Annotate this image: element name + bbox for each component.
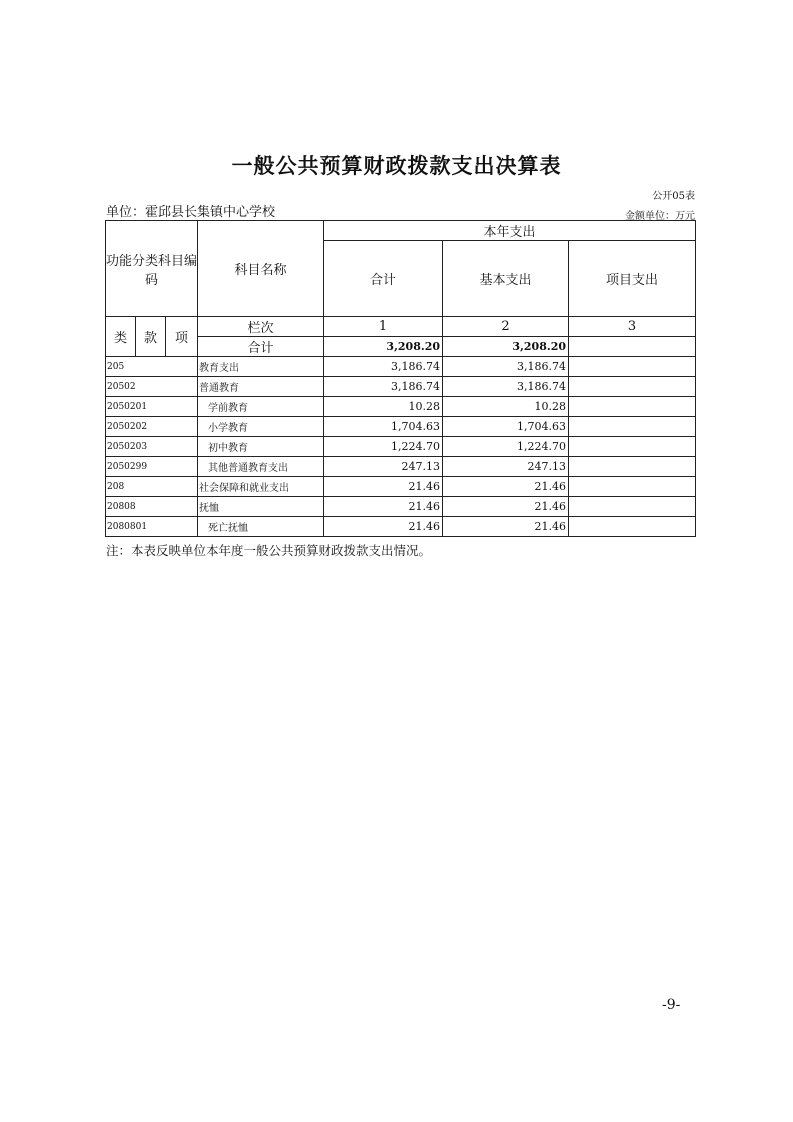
row-project — [569, 357, 696, 377]
row-code: 205 — [106, 357, 198, 377]
table-row — [106, 397, 696, 417]
unit-label: 单位：霍邱县长集镇中心学校 — [106, 205, 276, 220]
row-code: 2050299 — [106, 457, 198, 477]
table-row — [106, 517, 696, 537]
expenditure-table — [105, 220, 696, 537]
header-column-order: 栏次 — [198, 317, 324, 337]
header-basic: 基本支出 — [443, 241, 569, 317]
row-name: 社会保障和就业支出 — [198, 477, 324, 497]
row-project — [569, 477, 696, 497]
header-code: 功能分类科目编码 — [106, 221, 198, 317]
row-basic: 247.13 — [443, 457, 569, 477]
row-code: 2080801 — [106, 517, 198, 537]
table-row — [106, 417, 696, 437]
row-basic: 10.28 — [443, 397, 569, 417]
table-row — [106, 457, 696, 477]
header-col1: 1 — [324, 317, 443, 337]
row-total: 21.46 — [324, 517, 443, 537]
table-row — [106, 377, 696, 397]
money-unit-label: 金额单位：万元 — [625, 211, 695, 222]
table-row — [106, 437, 696, 457]
header-xiang: 项 — [166, 317, 198, 357]
total-row-total: 3,208.20 — [324, 337, 443, 357]
row-name: 死亡抚恤 — [198, 517, 324, 537]
row-total: 3,186.74 — [324, 357, 443, 377]
row-project — [569, 457, 696, 477]
header-total: 合计 — [324, 241, 443, 317]
row-basic: 1,224.70 — [443, 437, 569, 457]
row-name: 小学教育 — [198, 417, 324, 437]
page-title: 一般公共预算财政拨款支出决算表 — [231, 153, 562, 178]
header-project: 项目支出 — [569, 241, 696, 317]
row-basic: 1,704.63 — [443, 417, 569, 437]
row-project — [569, 517, 696, 537]
row-basic: 21.46 — [443, 477, 569, 497]
header-col2: 2 — [443, 317, 569, 337]
table-note: 注：本表反映单位本年度一般公共预算财政拨款支出情况。 — [106, 543, 432, 558]
row-total: 10.28 — [324, 397, 443, 417]
row-code: 2050203 — [106, 437, 198, 457]
row-total: 21.46 — [324, 477, 443, 497]
row-name: 抚恤 — [198, 497, 324, 517]
row-basic: 3,186.74 — [443, 357, 569, 377]
row-basic: 21.46 — [443, 497, 569, 517]
row-name: 普通教育 — [198, 377, 324, 397]
row-code: 2050201 — [106, 397, 198, 417]
total-row-basic: 3,208.20 — [443, 337, 569, 357]
header-lei: 类 — [106, 317, 136, 357]
total-row-label: 合计 — [198, 337, 324, 357]
header-name: 科目名称 — [198, 221, 324, 317]
row-total: 3,186.74 — [324, 377, 443, 397]
total-row-project — [569, 337, 696, 357]
row-basic: 21.46 — [443, 517, 569, 537]
header-col3: 3 — [569, 317, 696, 337]
row-project — [569, 377, 696, 397]
row-project — [569, 417, 696, 437]
row-basic: 3,186.74 — [443, 377, 569, 397]
table-row — [106, 357, 696, 377]
row-project — [569, 437, 696, 457]
row-code: 208 — [106, 477, 198, 497]
row-total: 21.46 — [324, 497, 443, 517]
row-total: 247.13 — [324, 457, 443, 477]
form-number: 公开05表 — [652, 191, 695, 202]
row-total: 1,704.63 — [324, 417, 443, 437]
row-name: 初中教育 — [198, 437, 324, 457]
row-project — [569, 397, 696, 417]
table-row — [106, 497, 696, 517]
header-year-expense: 本年支出 — [324, 221, 696, 241]
row-code: 2050202 — [106, 417, 198, 437]
row-name: 学前教育 — [198, 397, 324, 417]
row-name: 教育支出 — [198, 357, 324, 377]
row-total: 1,224.70 — [324, 437, 443, 457]
page-number: -9- — [662, 997, 681, 1013]
header-kuan: 款 — [136, 317, 166, 357]
row-project — [569, 497, 696, 517]
row-name: 其他普通教育支出 — [198, 457, 324, 477]
row-code: 20502 — [106, 377, 198, 397]
table-row — [106, 477, 696, 497]
row-code: 20808 — [106, 497, 198, 517]
